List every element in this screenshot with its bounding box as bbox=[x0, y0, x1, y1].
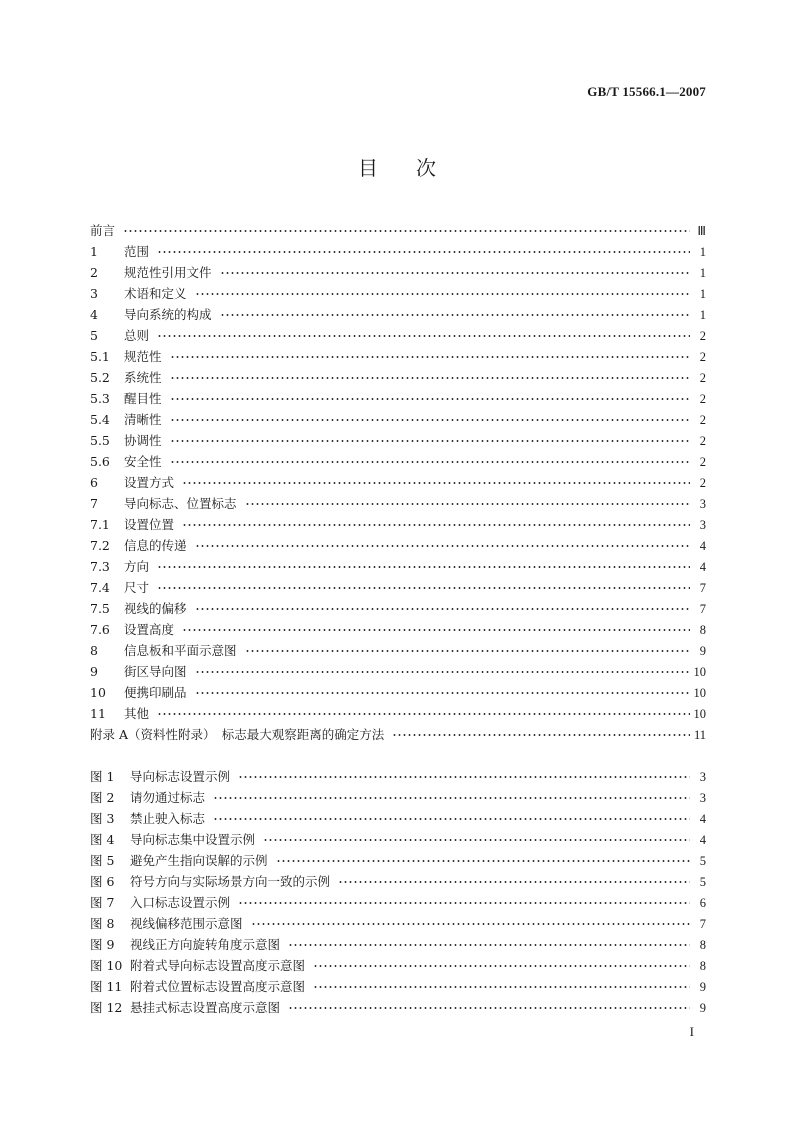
dot-leader bbox=[182, 625, 690, 635]
entry-page: 6 bbox=[699, 896, 706, 910]
dot-leader bbox=[263, 835, 690, 845]
entry-page: 10 bbox=[693, 707, 706, 721]
toc-entry[interactable] bbox=[90, 220, 706, 241]
entry-number: 5.2 bbox=[90, 370, 110, 385]
entry-number: 9 bbox=[90, 664, 98, 679]
entry-label: 规范性引用文件 bbox=[124, 265, 212, 280]
toc-entry[interactable] bbox=[90, 472, 706, 493]
dot-leader bbox=[182, 478, 690, 488]
entry-label: 总则 bbox=[124, 328, 150, 343]
entry-number: 5.5 bbox=[90, 433, 110, 448]
entry-number: 图 3 bbox=[90, 811, 115, 826]
toc-entry[interactable] bbox=[90, 388, 706, 409]
entry-label: 请勿通过标志 bbox=[130, 790, 206, 805]
entry-page: 4 bbox=[699, 833, 706, 847]
entry-page: 8 bbox=[699, 623, 706, 637]
entry-label: 协调性 bbox=[124, 433, 162, 448]
entry-label: 街区导向图 bbox=[124, 664, 187, 679]
entry-number: 11 bbox=[90, 706, 106, 721]
page-title: 目次 bbox=[358, 156, 474, 180]
entry-number: 7.3 bbox=[90, 559, 110, 574]
toc-entry[interactable] bbox=[90, 283, 706, 304]
toc-entry[interactable] bbox=[90, 703, 706, 724]
entry-page: 1 bbox=[699, 266, 706, 280]
toc-entry[interactable] bbox=[90, 577, 706, 598]
entry-page: 9 bbox=[699, 644, 706, 658]
toc-entry[interactable] bbox=[90, 619, 706, 640]
entry-label: 方向 bbox=[124, 559, 150, 574]
toc-entry[interactable] bbox=[90, 598, 706, 619]
entry-number: 图 2 bbox=[90, 790, 115, 805]
entry-page: 2 bbox=[699, 455, 706, 469]
toc-entry[interactable] bbox=[90, 535, 706, 556]
entry-number: 5.4 bbox=[90, 412, 110, 427]
entry-page: 1 bbox=[699, 308, 706, 322]
dot-leader bbox=[213, 793, 690, 803]
toc-entry[interactable] bbox=[90, 346, 706, 367]
entry-label: 设置位置 bbox=[124, 517, 175, 532]
dot-leader bbox=[157, 709, 689, 719]
entry-label: 附着式导向标志设置高度示意图 bbox=[130, 958, 306, 973]
figure-entry[interactable] bbox=[90, 997, 706, 1018]
toc-entry[interactable] bbox=[90, 493, 706, 514]
dot-leader bbox=[245, 646, 690, 656]
toc-entry[interactable] bbox=[90, 367, 706, 388]
entry-label: 信息的传递 bbox=[124, 538, 187, 553]
toc-entry[interactable] bbox=[90, 556, 706, 577]
toc-entry[interactable] bbox=[90, 724, 706, 745]
entry-page: 2 bbox=[699, 434, 706, 448]
entry-label: 附录 A（资料性附录） 标志最大观察距离的确定方法 bbox=[90, 727, 385, 742]
entry-page: 7 bbox=[699, 917, 706, 931]
table-of-contents bbox=[90, 220, 706, 745]
dot-leader bbox=[170, 394, 690, 404]
figure-entry[interactable] bbox=[90, 934, 706, 955]
dot-leader bbox=[170, 457, 690, 467]
entry-page: 3 bbox=[699, 497, 706, 511]
entry-label: 规范性 bbox=[124, 349, 162, 364]
entry-number: 图 9 bbox=[90, 937, 115, 952]
dot-leader bbox=[195, 541, 690, 551]
dot-leader bbox=[288, 940, 690, 950]
figure-entry[interactable] bbox=[90, 808, 706, 829]
dot-leader bbox=[157, 562, 690, 572]
entry-page: 2 bbox=[699, 329, 706, 343]
entry-label: 避免产生指向误解的示例 bbox=[130, 853, 268, 868]
entry-label: 前言 bbox=[90, 223, 116, 238]
entry-number: 7.4 bbox=[90, 580, 110, 595]
dot-leader bbox=[195, 688, 690, 698]
entry-page: 4 bbox=[699, 812, 706, 826]
entry-number: 7.2 bbox=[90, 538, 110, 553]
dot-leader bbox=[195, 604, 690, 614]
entry-label: 导向标志设置示例 bbox=[130, 769, 231, 784]
toc-entry[interactable] bbox=[90, 241, 706, 262]
entry-number: 图 5 bbox=[90, 853, 115, 868]
toc-entry[interactable] bbox=[90, 682, 706, 703]
entry-page: 2 bbox=[699, 413, 706, 427]
entry-page: 7 bbox=[699, 581, 706, 595]
entry-page: 9 bbox=[699, 1001, 706, 1015]
entry-number: 图 4 bbox=[90, 832, 115, 847]
figure-entry[interactable] bbox=[90, 892, 706, 913]
entry-page: 3 bbox=[699, 518, 706, 532]
entry-number: 7.5 bbox=[90, 601, 110, 616]
dot-leader bbox=[220, 268, 690, 278]
dot-leader bbox=[238, 898, 690, 908]
figure-entry[interactable] bbox=[90, 871, 706, 892]
entry-number: 图 10 bbox=[90, 958, 123, 973]
entry-page: 11 bbox=[693, 728, 706, 742]
dot-leader bbox=[213, 814, 690, 824]
entry-number: 图 8 bbox=[90, 916, 115, 931]
entry-label: 设置高度 bbox=[124, 622, 175, 637]
figure-entry[interactable] bbox=[90, 913, 706, 934]
entry-label: 设置方式 bbox=[124, 475, 175, 490]
entry-number: 5.6 bbox=[90, 454, 110, 469]
dot-leader bbox=[170, 373, 690, 383]
entry-label: 导向标志、位置标志 bbox=[124, 496, 237, 511]
entry-label: 信息板和平面示意图 bbox=[124, 643, 237, 658]
dot-leader bbox=[157, 247, 690, 257]
dot-leader bbox=[338, 877, 690, 887]
figure-entry[interactable] bbox=[90, 766, 706, 787]
entry-page: 10 bbox=[693, 686, 706, 700]
dot-leader bbox=[170, 415, 690, 425]
entry-label: 入口标志设置示例 bbox=[130, 895, 231, 910]
dot-leader bbox=[313, 961, 690, 971]
entry-page: Ⅲ bbox=[697, 224, 706, 238]
entry-number: 3 bbox=[90, 286, 98, 301]
entry-page: 10 bbox=[693, 665, 706, 679]
entry-page: 4 bbox=[699, 539, 706, 553]
entry-label: 导向系统的构成 bbox=[124, 307, 212, 322]
entry-page: 9 bbox=[699, 980, 706, 994]
entry-label: 其他 bbox=[124, 706, 150, 721]
list-of-figures bbox=[90, 766, 706, 1018]
entry-number: 图 6 bbox=[90, 874, 115, 889]
entry-page: 2 bbox=[699, 392, 706, 406]
entry-label: 符号方向与实际场景方向一致的示例 bbox=[130, 874, 331, 889]
entry-number: 图 1 bbox=[90, 769, 115, 784]
dot-leader bbox=[276, 856, 690, 866]
entry-number: 8 bbox=[90, 643, 98, 658]
entry-number: 5.3 bbox=[90, 391, 110, 406]
figure-entry[interactable] bbox=[90, 829, 706, 850]
toc-entry[interactable] bbox=[90, 304, 706, 325]
entry-label: 清晰性 bbox=[124, 412, 162, 427]
entry-page: 3 bbox=[699, 791, 706, 805]
page-number: I bbox=[689, 1024, 694, 1039]
entry-number: 7.6 bbox=[90, 622, 110, 637]
entry-label: 便携印刷品 bbox=[124, 685, 187, 700]
toc-entry[interactable] bbox=[90, 325, 706, 346]
entry-label: 醒目性 bbox=[124, 391, 162, 406]
toc-entry[interactable] bbox=[90, 451, 706, 472]
toc-entry[interactable] bbox=[90, 640, 706, 661]
entry-page: 4 bbox=[699, 560, 706, 574]
entry-page: 1 bbox=[699, 287, 706, 301]
entry-label: 视线偏移范围示意图 bbox=[130, 916, 243, 931]
entry-number: 1 bbox=[90, 244, 98, 259]
entry-label: 导向标志集中设置示例 bbox=[130, 832, 256, 847]
entry-number: 图 7 bbox=[90, 895, 115, 910]
figure-entry[interactable] bbox=[90, 955, 706, 976]
entry-page: 2 bbox=[699, 476, 706, 490]
entry-number: 7.1 bbox=[90, 517, 110, 532]
entry-page: 8 bbox=[699, 938, 706, 952]
dot-leader bbox=[392, 730, 690, 740]
entry-number: 5 bbox=[90, 328, 98, 343]
dot-leader bbox=[157, 583, 690, 593]
entry-label: 悬挂式标志设置高度示意图 bbox=[130, 1000, 281, 1015]
figure-entry[interactable] bbox=[90, 850, 706, 871]
entry-page: 1 bbox=[699, 245, 706, 259]
dot-leader bbox=[182, 520, 690, 530]
entry-page: 3 bbox=[699, 770, 706, 784]
dot-leader bbox=[170, 352, 690, 362]
entry-number: 图 11 bbox=[90, 979, 123, 994]
figure-entry[interactable] bbox=[90, 976, 706, 997]
entry-number: 2 bbox=[90, 265, 98, 280]
dot-leader bbox=[251, 919, 690, 929]
entry-page: 5 bbox=[699, 875, 706, 889]
entry-label: 附着式位置标志设置高度示意图 bbox=[130, 979, 306, 994]
entry-number: 4 bbox=[90, 307, 98, 322]
entry-number: 10 bbox=[90, 685, 106, 700]
toc-entry[interactable] bbox=[90, 262, 706, 283]
entry-number: 7 bbox=[90, 496, 98, 511]
dot-leader bbox=[238, 772, 690, 782]
entry-label: 视线正方向旋转角度示意图 bbox=[130, 937, 281, 952]
entry-label: 系统性 bbox=[124, 370, 162, 385]
dot-leader bbox=[123, 226, 690, 236]
toc-entry[interactable] bbox=[90, 661, 706, 682]
dot-leader bbox=[313, 982, 690, 992]
dot-leader bbox=[195, 289, 690, 299]
figure-entry[interactable] bbox=[90, 787, 706, 808]
dot-leader bbox=[220, 310, 690, 320]
toc-entry[interactable] bbox=[90, 430, 706, 451]
toc-entry[interactable] bbox=[90, 514, 706, 535]
entry-page: 5 bbox=[699, 854, 706, 868]
entry-label: 术语和定义 bbox=[124, 286, 187, 301]
dot-leader bbox=[170, 436, 690, 446]
entry-label: 视线的偏移 bbox=[124, 601, 187, 616]
standard-code: GB/T 15566.1—2007 bbox=[587, 84, 706, 99]
entry-number: 图 12 bbox=[90, 1000, 123, 1015]
entry-page: 8 bbox=[699, 959, 706, 973]
entry-label: 尺寸 bbox=[124, 580, 150, 595]
dot-leader bbox=[195, 667, 690, 677]
entry-label: 禁止驶入标志 bbox=[130, 811, 206, 826]
entry-page: 2 bbox=[699, 350, 706, 364]
dot-leader bbox=[157, 331, 690, 341]
dot-leader bbox=[288, 1003, 690, 1013]
toc-entry[interactable] bbox=[90, 409, 706, 430]
dot-leader bbox=[245, 499, 690, 509]
entry-number: 6 bbox=[90, 475, 98, 490]
entry-page: 7 bbox=[699, 602, 706, 616]
entry-label: 安全性 bbox=[124, 454, 162, 469]
entry-page: 2 bbox=[699, 371, 706, 385]
entry-label: 范围 bbox=[124, 244, 150, 259]
entry-number: 5.1 bbox=[90, 349, 110, 364]
